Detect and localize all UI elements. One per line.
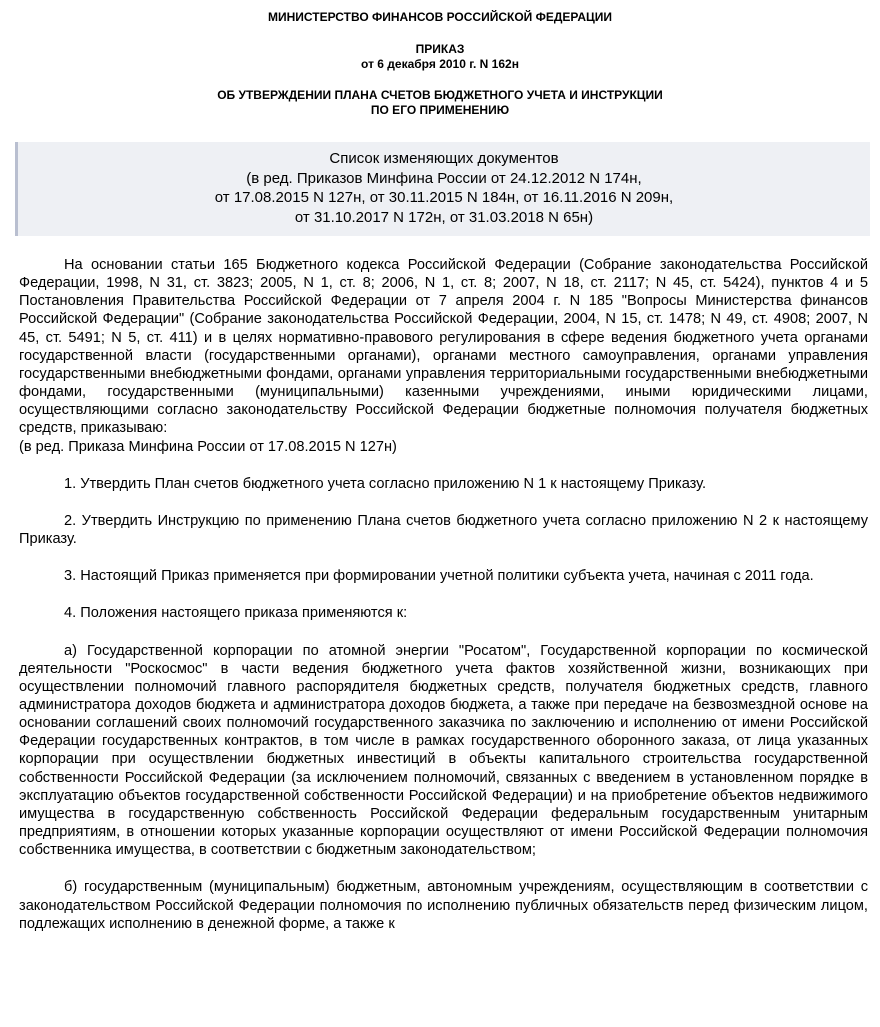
- title-line-1: ОБ УТВЕРЖДЕНИИ ПЛАНА СЧЕТОВ БЮДЖЕТНОГО УЧЕТА И ИНСТРУКЦИИ: [217, 88, 663, 102]
- order-item-4a: а) Государственной корпорации по атомной энергии "Росатом", Государственной корпорации по космической деятельности "Роскосмос" в части ведения бюджетного учета фактов хозяйственной жизни, возникающих при осуществлении полномочий главного распорядителя бюджетных средств, получателя бюджетных средств, главного администратора доходов бюджета и администратора доходов бюджета, а также при передаче на безвозмездной основе на основании соглашений своих полномочий государственного заказчика по заключению и исполнению от имени Российской Федерации государственных контрактов, в том числе в рамках государственного оборонного заказа, от лица указанных корпорации при осуществлении бюджетных инвестиций в объекты капитального строительства государственной собственности Российской Федерации (за исключением полномочий, связанных с введением в установленном порядке в эксплуатацию объектов государственной собственности Российской Федерации) и на приобретение объектов недвижимого имущества в государственную собственность Российской Федерации федеральным государственным унитарным предприятиям, в отношении которых указанные корпорации осуществляют от имени Российской Федерации полномочия собственника имущества, в соответствии с бюджетным законодательством;: [19, 642, 868, 859]
- amendments-line: от 31.10.2017 N 172н, от 31.03.2018 N 65н): [294, 208, 594, 226]
- amendments-line: (в ред. Приказов Минфина России от 24.12.2012 N 174н,: [246, 169, 642, 187]
- order-item-4: 4. Положения настоящего приказа применяются к:: [64, 605, 408, 622]
- document-title: [0, 88, 880, 118]
- amendments-heading: Список изменяющих документов: [329, 150, 559, 167]
- order-item-4b: б) государственным (муниципальным) бюджетным, автономным учреждениям, осуществляющим в соответствии с законодательством Российской Федерации полномочия по исполнению публичных обязательств перед физическим лицом, подлежащих исполнению в денежной форме, а также к: [19, 879, 868, 932]
- order-heading: [0, 42, 880, 72]
- amendments-line: от 17.08.2015 N 127н, от 30.11.2015 N 184н, от 16.11.2016 N 209н,: [214, 189, 674, 206]
- amendments-box: [15, 142, 870, 236]
- order-item-1: 1. Утвердить План счетов бюджетного учета согласно приложению N 1 к настоящему Приказу.: [64, 475, 707, 492]
- order-type: ПРИКАЗ: [415, 42, 465, 56]
- ministry-name: МИНИСТЕРСТВО ФИНАНСОВ РОССИЙСКОЙ ФЕДЕРАЦИИ: [267, 10, 613, 24]
- order-item-3: 3. Настоящий Приказ применяется при формировании учетной политики субъекта учета, начиная с 2011 года.: [64, 568, 814, 585]
- document-body: [19, 256, 868, 952]
- order-date: от 6 декабря 2010 г. N 162н: [361, 57, 519, 71]
- title-line-2: ПО ЕГО ПРИМЕНЕНИЮ: [370, 103, 510, 117]
- preamble-amendment-note: (в ред. Приказа Минфина России от 17.08.2015 N 127н): [19, 438, 397, 455]
- order-item-2: 2. Утвердить Инструкцию по применению Плана счетов бюджетного учета согласно приложению N 2 к настоящему Приказу.: [19, 512, 868, 548]
- preamble-paragraph: На основании статьи 165 Бюджетного кодекса Российской Федерации (Собрание законодательства Российской Федерации, 1998, N 31, ст. 3823; 2005, N 1, ст. 8; 2006, N 1, ст. 8; 2007, N 18, ст. 2117; N 45, ст. 5424), пунктов 4 и 5 Постановления Правительства Российской Федерации от 7 апреля 2004 г. N 185 "Вопросы Министерства финансов Российской Федерации" (Собрание законодательства Российской Федерации, 2004, N 15, ст. 1478; N 49, ст. 4908; 2007, N 45, ст. 5491; N 5, ст. 411) и в целях нормативно-правового регулирования в сфере ведения бюджетного учета органами государственной власти (государственными органами), органами местного самоуправления, органами управления государственными внебюджетными фондами, органами управления территориальными государственными внебюджетными фондами, государственными (муниципальными) казенными учреждениями, иными юридическими лицами, осуществляющими согласно законодательству Российской Федерации бюджетные полномочия получателя бюджетных средств, приказываю:: [19, 257, 868, 437]
